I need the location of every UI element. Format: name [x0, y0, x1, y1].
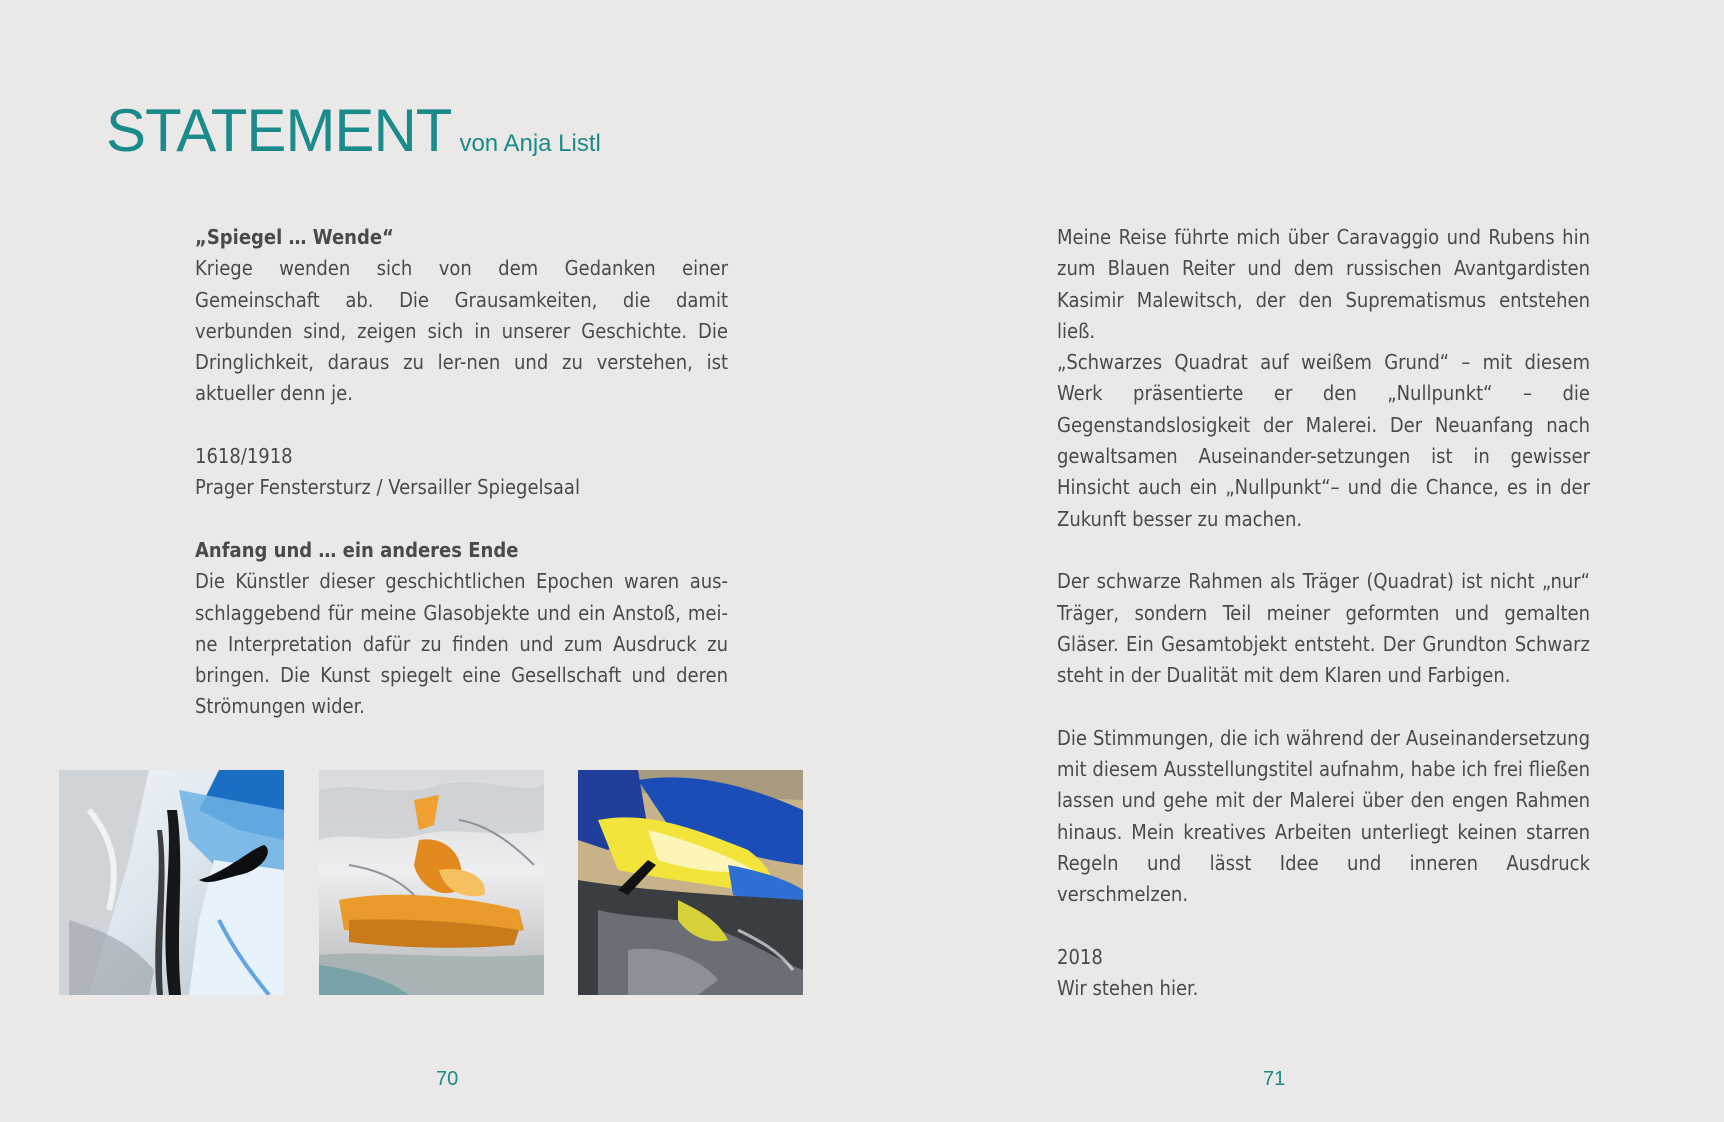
reise-text: Meine Reise führte mich über Caravaggio und Rubens hin zum Blauen Reiter und dem russischen Avantgardisten Kasimir Malewitsch, der den Suprematismus entstehen ließ.	[1057, 225, 1590, 343]
paragraph-gap	[1057, 691, 1590, 722]
paragraph-gap	[1057, 911, 1590, 942]
spiegel-wende-heading: „Spiegel … Wende“	[195, 225, 394, 249]
glass-art-image-orange	[319, 770, 544, 995]
page-subtitle: von Anja Listl	[459, 130, 601, 157]
page-number-left: 70	[436, 1068, 459, 1090]
paragraph-gap	[195, 410, 728, 441]
years-label: 1618/1918	[195, 444, 293, 469]
rahmen-text: Der schwarze Rahmen als Träger (Quadrat) ist nicht „nur“ Träger, sondern Teil meiner geformten und gemalten Gläser. Ein Gesamtobjekt entsteht. Der Grundton Schwarz steht in der Dualität mit dem Klaren und Farbigen.	[1057, 569, 1590, 688]
events-label: Prager Fenstersturz / Versailler Spiegelsaal	[195, 475, 580, 500]
quadrat-text: „Schwarzes Quadrat auf weißem Grund“ – mit diesem Werk präsentierte er den „Nullpunkt“ – die Gegenstandslosigkeit der Malerei. Der Neuanfang nach gewaltsamen Auseinander-setzungen ist in gewisser Hinsicht auch ein „Nullpunkt“– und die Chance, es in der Zukunft besser zu machen.	[1057, 350, 1590, 531]
anfang-heading: Anfang und … ein anderes Ende	[195, 537, 519, 562]
anfang-text: Die Künstler dieser geschichtlichen Epochen waren aus-schlaggebend für meine Glasobjekte und ein Anstoß, mei-ne Interpretation dafür zu finden und zum Ausdruck zu bringen. Die Kunst spiegelt eine Gesellschaft und deren Strömungen wider.	[195, 569, 728, 719]
stimmungen-text: Die Stimmungen, die ich während der Auseinandersetzung mit diesem Ausstellungstitel aufnahm, habe ich frei fließen lassen und gehe mit der Malerei über den engen Rahmen hinaus. Mein kreatives Arbeiten unterliegt keinen starren Regeln und lässt Idee und inneren Ausdruck verschmelzen.	[1057, 725, 1590, 907]
glass-art-image-yellow	[578, 770, 803, 995]
page-title: STATEMENT	[106, 97, 452, 164]
left-text-column	[195, 222, 728, 723]
page-number-right: 71	[1263, 1068, 1286, 1090]
paragraph-gap	[195, 504, 728, 535]
spiegel-wende-text: Kriege wenden sich von dem Gedanken einer Gemeinschaft ab. Die Grausamkeiten, die damit verbunden sind, zeigen sich in unserer Geschichte. Die Dringlichkeit, daraus zu ler-nen und zu verstehen, ist aktueller denn je.	[195, 256, 728, 406]
year-2018-label: 2018	[1057, 944, 1103, 969]
glass-art-image-blue	[59, 770, 284, 995]
paragraph-gap	[1057, 535, 1590, 566]
right-text-column	[1057, 222, 1590, 1004]
closing-line: Wir stehen hier.	[1057, 976, 1199, 1001]
page-header	[106, 96, 601, 165]
